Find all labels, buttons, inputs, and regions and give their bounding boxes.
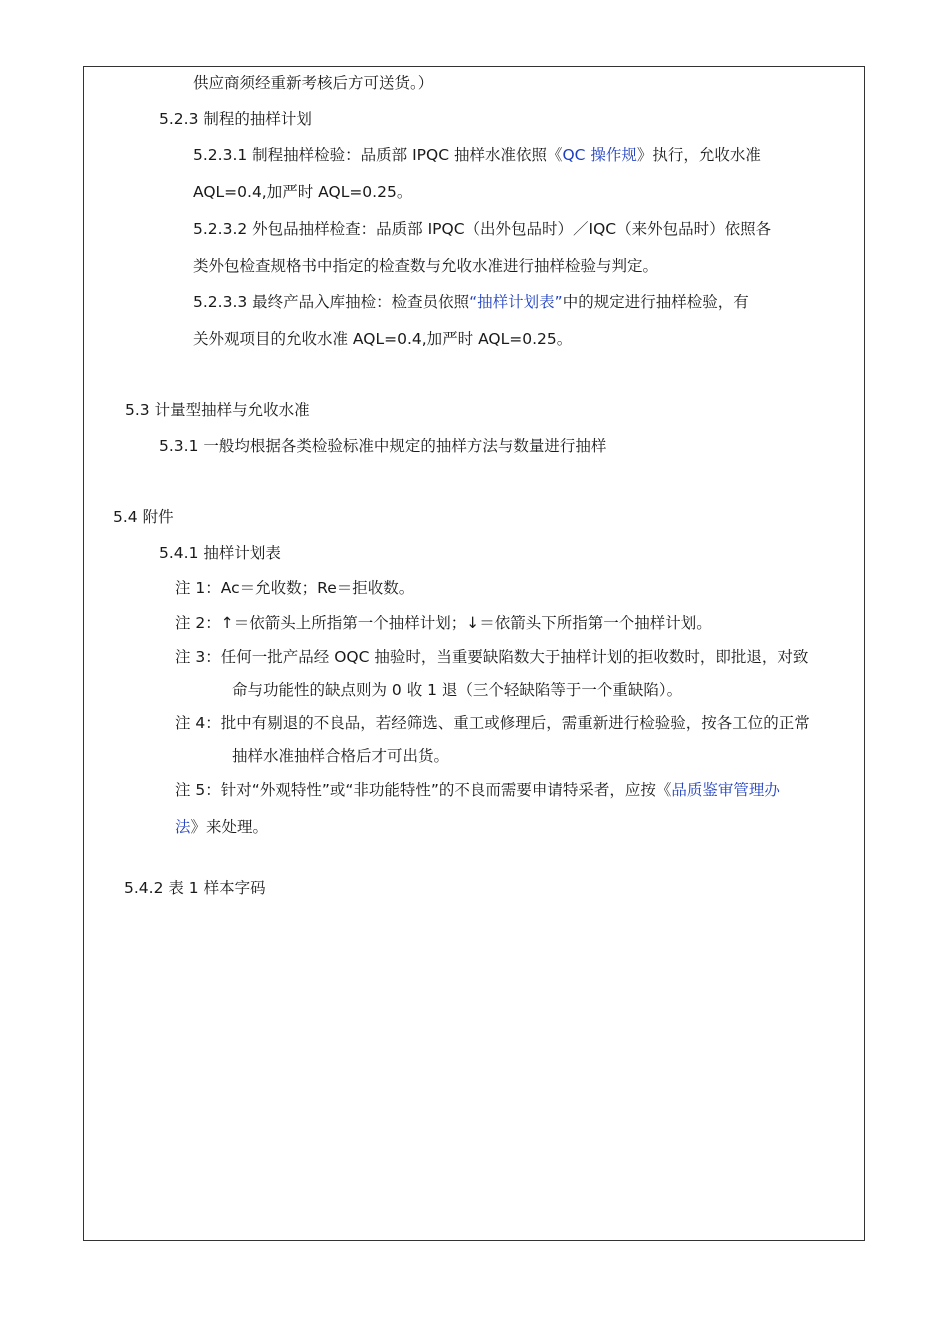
- quality-review-method-link[interactable]: 品质鉴审管理办: [671, 781, 780, 799]
- text-line: 5.2.3.2 外包品抽样检查：品质部 IPQC（出外包品时）／IQC（来外包品时）依照各: [193, 220, 772, 238]
- note-3: 注 3：任何一批产品经 OQC 抽验时，当重要缺陷数大于抽样计划的拒收数时，即批退，对致: [175, 648, 809, 666]
- text-line: 5.3.1 一般均根据各类检验标准中规定的抽样方法与数量进行抽样: [159, 437, 607, 455]
- text-line: 类外包检查规格书中指定的检查数与允收水准进行抽样检验与判定。: [193, 257, 659, 275]
- text-segment: 》来处理。: [190, 818, 269, 836]
- quality-review-method-link-end[interactable]: 法: [175, 818, 191, 836]
- text-segment: 5.2.3.3 最终产品入库抽检：检查员依照: [193, 293, 470, 311]
- text-line: 关外观项目的允收水准 AQL=0.4,加严时 AQL=0.25。: [193, 330, 573, 348]
- note-3-continuation: 命与功能性的缺点则为 0 收 1 退（三个轻缺陷等于一个重缺陷）。: [232, 681, 683, 699]
- text-line: AQL=0.4,加严时 AQL=0.25。: [193, 183, 413, 201]
- note-4: 注 4：批中有剔退的不良品，若经筛选、重工或修理后，需重新进行检验验，按各工位的正常: [175, 714, 810, 732]
- text-segment: 》执行，允收水准: [636, 146, 761, 164]
- section-heading-5-4-1: 5.4.1 抽样计划表: [159, 544, 281, 562]
- section-heading-5-4-2: 5.4.2 表 1 样本字码: [124, 879, 266, 897]
- qc-operation-link[interactable]: QC 操作规: [562, 146, 637, 164]
- note-4-continuation: 抽样水准抽样合格后才可出货。: [232, 747, 450, 765]
- section-heading-5-4: 5.4 附件: [113, 508, 174, 526]
- section-heading-5-3: 5.3 计量型抽样与允收水准: [125, 401, 310, 419]
- note-5: [175, 779, 780, 801]
- text-segment: 5.2.3.1 制程抽样检验：品质部 IPQC 抽样水准依照《: [193, 146, 563, 164]
- text-segment: 注 5：针对“外观特性”或“非功能特性”的不良而需要申请特采者，应按《: [175, 781, 672, 799]
- section-heading-5-2-3: 5.2.3 制程的抽样计划: [159, 110, 312, 128]
- note-2: 注 2：↑＝依箭头上所指第一个抽样计划；↓＝依箭头下所指第一个抽样计划。: [175, 614, 712, 632]
- sampling-plan-link[interactable]: “抽样计划表”: [469, 293, 563, 311]
- text-line: [193, 291, 749, 313]
- text-line: 供应商须经重新考核后方可送货。）: [193, 74, 434, 92]
- text-segment: 中的规定进行抽样检验，有: [562, 293, 749, 311]
- note-5-continuation: [175, 816, 268, 838]
- text-line: [193, 144, 761, 166]
- note-1: 注 1：Ac＝允收数；Re＝拒收数。: [175, 579, 415, 597]
